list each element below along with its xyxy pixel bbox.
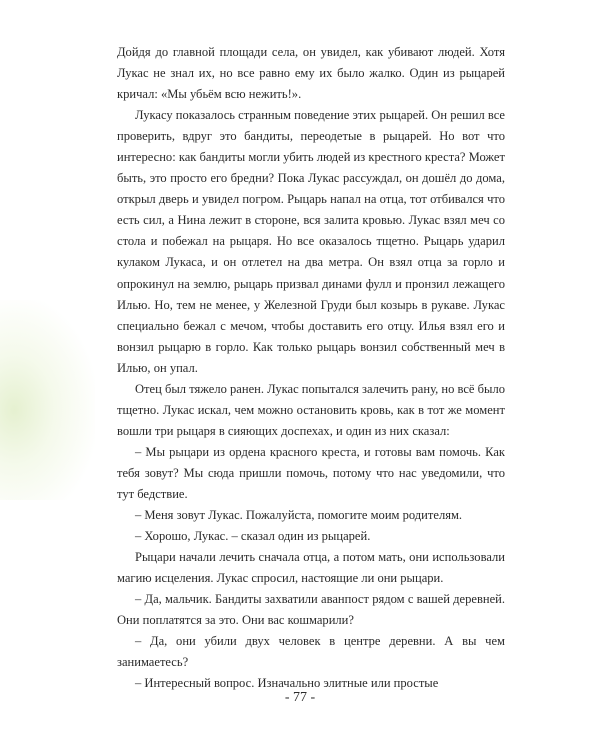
paragraph: Рыцари начали лечить сначала отца, а потом мать, они использовали магию исцеления. Лукас спросил, настоящие ли они рыцари.: [117, 550, 505, 586]
dialogue-line: – Да, мальчик. Бандиты захватили аванпост рядом с вашей деревней. Они поплатятся за это. Они вас кошмарили?: [117, 592, 505, 628]
paragraph: Дойдя до главной площади села, он увидел, как убивают людей. Хотя Лукас не знал их, но все равно ему их было жалко. Один из рыцарей кричал: «Мы убьём всю нежить!».: [117, 45, 505, 102]
decorative-floral-glow: [0, 300, 95, 500]
paragraph: Отец был тяжело ранен. Лукас попытался залечить рану, но всё было тщетно. Лукас искал, чем можно остановить кровь, как в тот же момент вошли три рыцаря в сияющих доспехах, и один из них сказал:: [117, 381, 505, 438]
dialogue-line: – Мы рыцари из ордена красного креста, и готовы вам помочь. Как тебя зовут? Мы сюда пришли помочь, потому что нас уведомили, что тут бедствие.: [117, 444, 505, 501]
paragraph: Лукасу показалось странным поведение этих рыцарей. Он решил все проверить, вдруг это бандиты, переодетые в рыцарей. Но вот что интересно: как бандиты могли убить людей из крестного креста? Может быть, это просто его бредни? Пока Лукас рассуждал, он дошёл до дома, открыл дверь и увидел погром. Рыцарь напал на отца, тот отбивался что есть сил, а Нина лежит в стороне, вся залита кровью. Лукас взял меч со стола и побежал на рыцаря. Но все оказалось тщетно. Рыцарь ударил кулаком Лукаса, и он отлетел на два метра. Он взял отца за горло и опрокинул на землю, рыцарь призвал динами фулл и пронзил лежащего Илью. Но, тем не менее, у Железной Груди был козырь в рукаве. Лукас специально бежал с мечом, чтобы доставить его отцу. Илья взял его и вонзил рыцарю в горло. Как только рыцарь вонзил собственный меч в Илью, он упал.: [117, 108, 505, 375]
dialogue-line: – Меня зовут Лукас. Пожалуйста, помогите моим родителям.: [135, 508, 463, 523]
dialogue-line: – Хорошо, Лукас. – сказал один из рыцарей.: [135, 529, 371, 544]
body-text: [117, 42, 505, 694]
dialogue-line: – Да, они убили двух человек в центре деревни. А вы чем занимаетесь?: [117, 634, 505, 670]
dialogue-line: – Интересный вопрос. Изначально элитные или простые: [135, 676, 439, 691]
page-number: - 77 -: [284, 690, 316, 705]
